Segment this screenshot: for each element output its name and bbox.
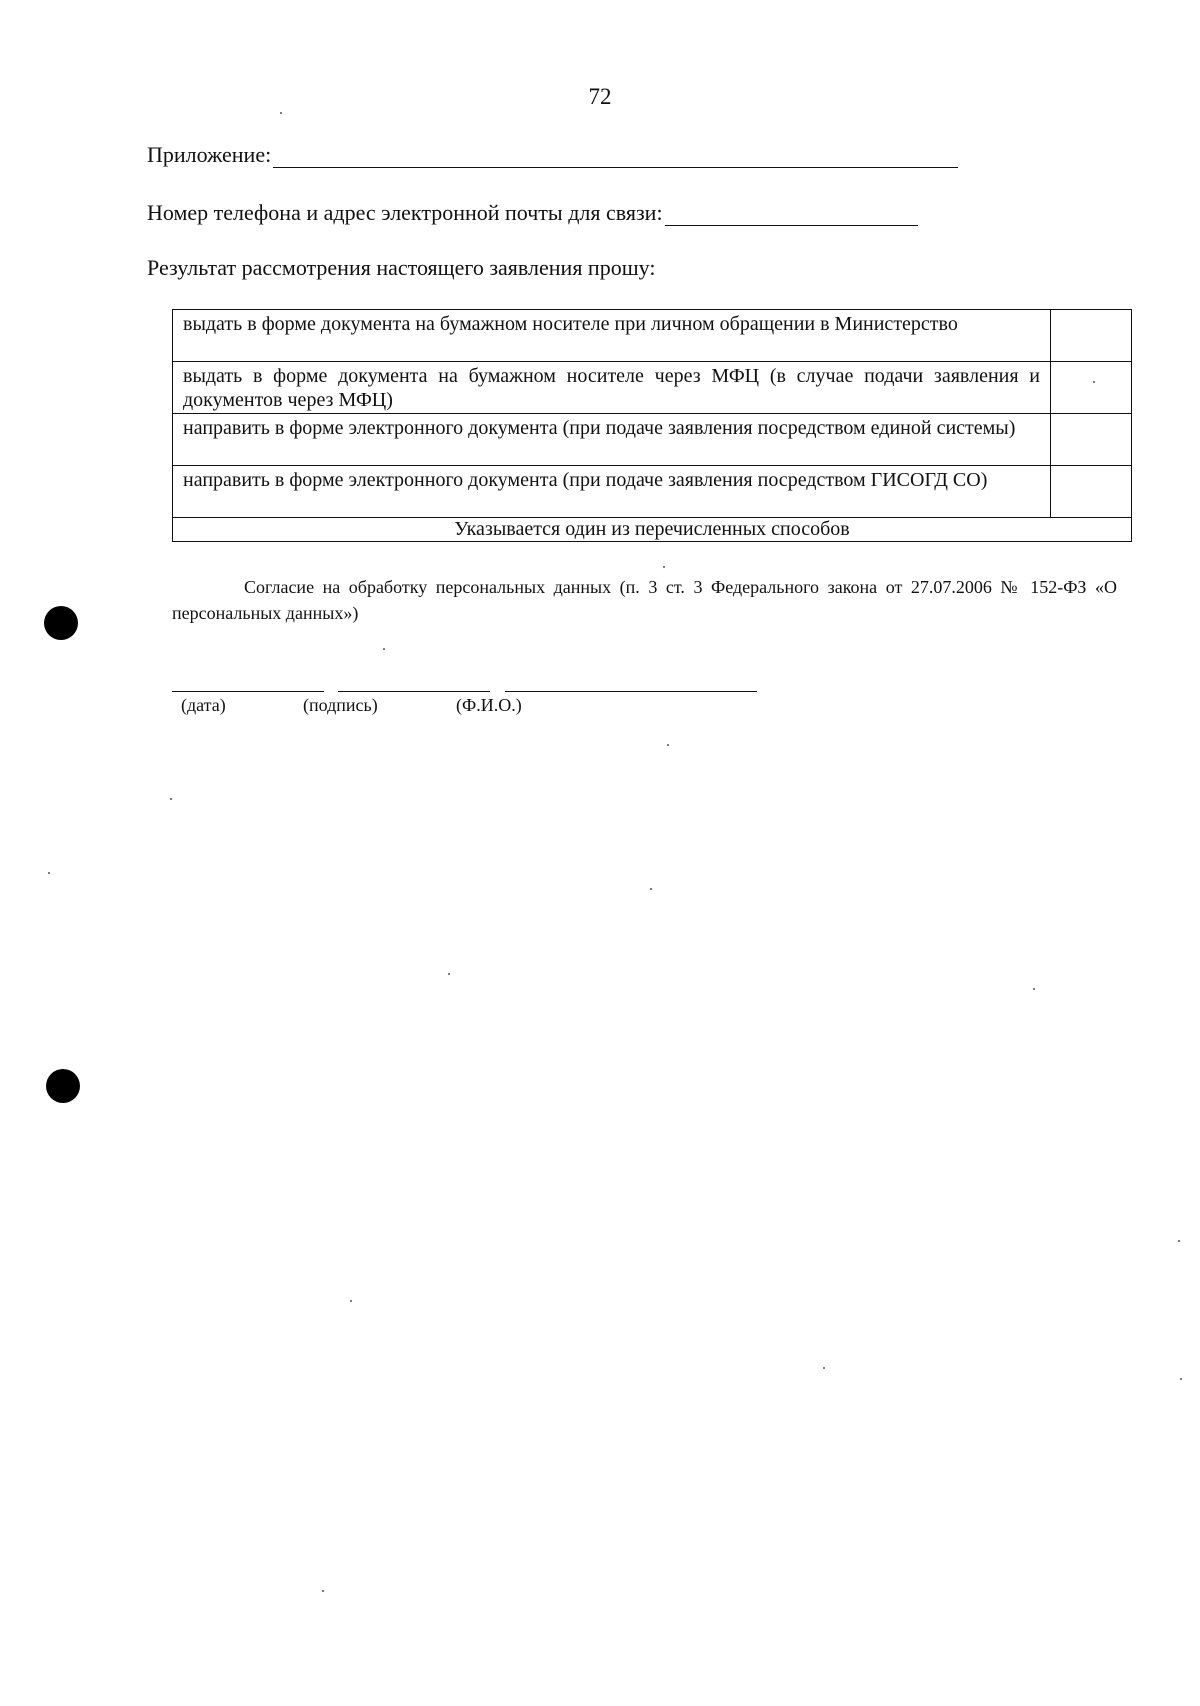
option-text: направить в форме электронного документа (при подаче заявления посредством единой системы)	[173, 414, 1051, 466]
scan-speck	[280, 112, 282, 114]
signature-label: (подпись)	[303, 695, 378, 715]
table-footer-note: Указывается один из перечисленных способов	[173, 518, 1132, 542]
option-checkbox-cell[interactable]	[1051, 466, 1132, 518]
page-number: 72	[588, 84, 612, 109]
name-label: (Ф.И.О.)	[456, 695, 522, 715]
scan-speck	[170, 798, 172, 800]
table-row	[173, 362, 1132, 414]
scan-speck	[350, 1300, 352, 1302]
option-checkbox-cell[interactable]	[1051, 414, 1132, 466]
scan-speck	[650, 888, 652, 890]
scan-speck	[322, 1590, 324, 1592]
contact-blank-line[interactable]	[665, 203, 918, 226]
name-line[interactable]	[505, 690, 757, 692]
attachment-blank-line[interactable]	[273, 145, 958, 168]
attachment-field[interactable]	[147, 142, 958, 168]
table-footer-row	[173, 518, 1132, 542]
scan-speck	[667, 744, 669, 746]
table-row	[173, 310, 1132, 362]
punch-hole-bottom	[46, 1069, 80, 1103]
table-row	[173, 414, 1132, 466]
attachment-label: Приложение:	[147, 142, 272, 167]
table-row	[173, 466, 1132, 518]
scan-speck	[1180, 1378, 1182, 1380]
option-checkbox-cell[interactable]	[1051, 362, 1132, 414]
option-checkbox-cell[interactable]	[1051, 310, 1132, 362]
scan-speck	[448, 973, 450, 975]
scan-speck	[823, 1367, 825, 1369]
option-text: направить в форме электронного документа (при подаче заявления посредством ГИСОГД СО)	[173, 466, 1051, 518]
result-heading: Результат рассмотрения настоящего заявления прошу:	[147, 255, 656, 280]
contact-field[interactable]	[147, 200, 918, 226]
date-line[interactable]	[172, 690, 324, 692]
scan-speck	[1093, 381, 1095, 383]
delivery-options-table	[172, 309, 1132, 542]
scan-speck	[663, 566, 665, 568]
scan-speck	[383, 648, 385, 650]
signature-line[interactable]	[338, 690, 490, 692]
scan-speck	[48, 872, 50, 874]
scan-speck	[1033, 988, 1035, 990]
option-text: выдать в форме документа на бумажном носителе при личном обращении в Министерство	[173, 310, 1051, 362]
scan-speck	[1178, 1240, 1180, 1242]
option-text: выдать в форме документа на бумажном носителе через МФЦ (в случае подачи заявления и документов через МФЦ)	[173, 362, 1051, 414]
consent-statement: Согласие на обработку персональных данных (п. 3 ст. 3 Федерального закона от 27.07.2006 № 152-ФЗ «О персональных данных»)	[172, 577, 1117, 623]
contact-label: Номер телефона и адрес электронной почты для связи:	[147, 200, 663, 225]
date-label: (дата)	[181, 695, 226, 715]
punch-hole-top	[44, 606, 78, 640]
